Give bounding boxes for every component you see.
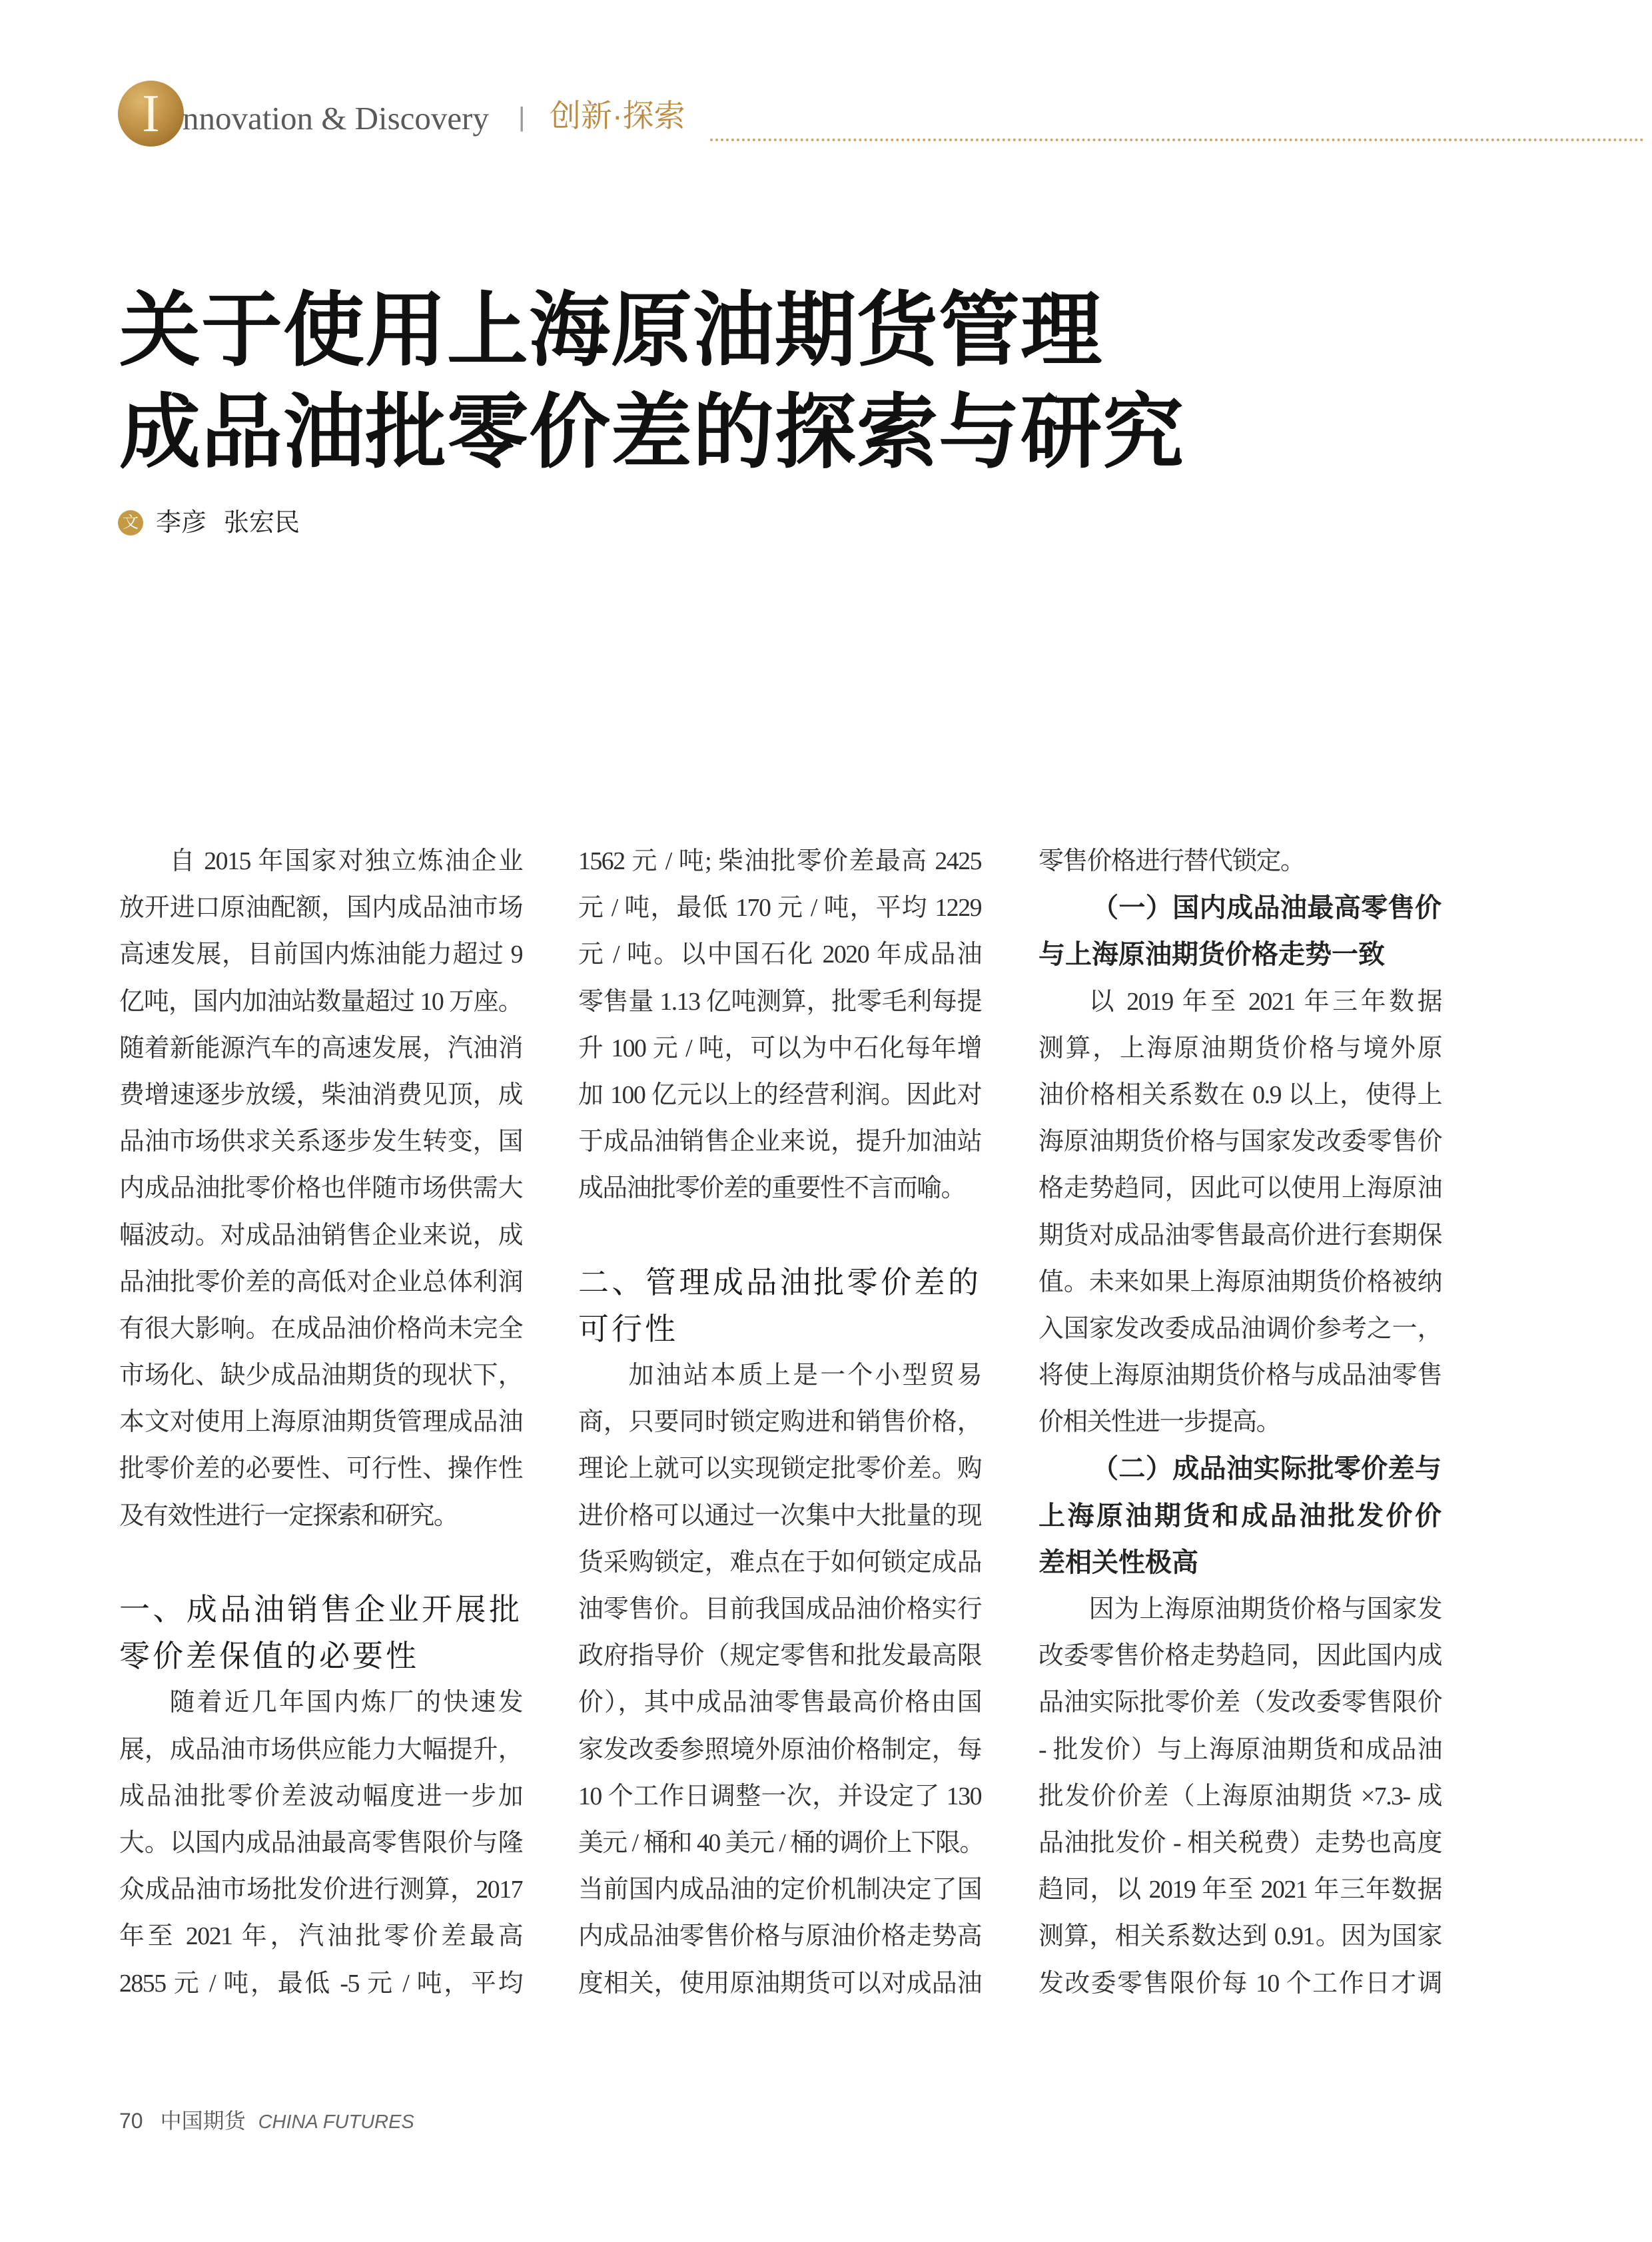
- section-heading: [119, 1586, 522, 1679]
- body-text-line: 元 / 吨。以中国石化 2020 年成品油: [578, 940, 981, 969]
- subheading-line: （一）国内成品油最高零售价: [1092, 893, 1442, 923]
- body-text-line: 成品油批零价差的重要性不言而喻。: [578, 1174, 965, 1203]
- body-text-line: 10 个工作日调整一次，并设定了 130: [578, 1782, 981, 1810]
- body-text-line: 价相关性进一步提高。: [1038, 1408, 1280, 1437]
- body-text-line: 大。以国内成品油最高零售限价与隆: [119, 1828, 522, 1857]
- body-text-line: 测算，相关系数达到 0.91。因为国家: [1038, 1922, 1442, 1951]
- section-label-en: nnovation & Discovery: [183, 100, 489, 137]
- body-text-line: 趋同，以 2019 年至 2021 年三年数据: [1038, 1876, 1442, 1904]
- body-text-line: 值。未来如果上海原油期货价格被纳: [1038, 1268, 1442, 1296]
- body-text-line: 进价格可以通过一次集中大批量的现: [578, 1501, 981, 1530]
- subheading-line: （二）成品油实际批零价差与: [1092, 1453, 1442, 1484]
- header-dotted-rule: [710, 139, 1644, 141]
- body-text-line: 本文对使用上海原油期货管理成品油: [119, 1408, 522, 1437]
- page-footer: [119, 2107, 414, 2135]
- body-text-line: 批发价价差（上海原油期货 ×7.3- 成: [1038, 1782, 1442, 1810]
- body-text-line: 市场化、缺少成品油期货的现状下，: [119, 1361, 522, 1390]
- body-text-line: 货采购锁定，难点在于如何锁定成品: [578, 1548, 981, 1577]
- heading-spacer: [119, 1539, 522, 1586]
- article-title: [119, 280, 1184, 484]
- body-text-line: 格走势趋同，因此可以使用上海原油: [1038, 1174, 1442, 1203]
- body-text-line: 当前国内成品油的定价机制决定了国: [578, 1876, 981, 1904]
- body-text-line: 度相关，使用原油期货可以对成品油: [578, 1969, 981, 1998]
- section-heading-line: 零价差保值的必要性: [119, 1639, 419, 1674]
- body-text-line: 零售量 1.13 亿吨测算，批零毛利每提: [578, 987, 981, 1016]
- body-text-line: 1562 元 / 吨; 柴油批零价差最高 2425: [578, 847, 981, 875]
- body-text-line: 政府指导价（规定零售和批发最高限: [578, 1642, 981, 1671]
- body-text-line: 随着新能源汽车的高速发展，汽油消: [119, 1034, 522, 1062]
- body-text-line: 美元 / 桶和 40 美元 / 桶的调价上下限。: [578, 1828, 984, 1857]
- body-text-line: 品油批零价差的高低对企业总体利润: [119, 1268, 522, 1296]
- body-text-line: 入国家发改委成品油调价参考之一，: [1038, 1314, 1442, 1343]
- paragraph: [578, 1352, 984, 2007]
- subheading-line: 上海原油期货和成品油批发价价: [1038, 1500, 1442, 1531]
- body-text-line: 幅波动。对成品油销售企业来说，成: [119, 1221, 522, 1250]
- body-text-line: 因为上海原油期货价格与国家发: [1088, 1595, 1442, 1623]
- body-text-line: 自 2015 年国家对独立炼油企业: [169, 847, 522, 875]
- section-heading-line: 二、管理成品油批零价差的: [578, 1264, 981, 1300]
- body-text-line: 展，成品油市场供应能力大幅提升，: [119, 1735, 522, 1764]
- body-text-line: 以 2019 年至 2021 年三年数据: [1088, 987, 1442, 1016]
- article-title-line: 关于使用上海原油期货管理: [119, 285, 1102, 376]
- body-text-line: 亿吨，国内加油站数量超过 10 万座。: [119, 987, 522, 1016]
- author-name: 李彦: [156, 509, 207, 537]
- section-initial-badge: [118, 81, 184, 147]
- body-text-line: 于成品油销售企业来说，提升加油站: [578, 1128, 981, 1156]
- body-text-line: 品油市场供求关系逐步发生转变，国: [119, 1128, 522, 1156]
- body-text-line: 油零售价。目前我国成品油价格实行: [578, 1595, 981, 1623]
- body-text-line: 内成品油批零价格也伴随市场供需大: [119, 1174, 522, 1203]
- body-column-3: [1038, 838, 1442, 2007]
- subheading: [1038, 1445, 1442, 1586]
- magazine-name-cn: 中国期货: [160, 2109, 246, 2133]
- paragraph: [1038, 1586, 1442, 2007]
- body-text-line: 加油站本质上是一个小型贸易: [628, 1361, 981, 1390]
- subheading-line: 与上海原油期货价格走势一致: [1038, 939, 1385, 970]
- body-text-line: 发改委零售限价每 10 个工作日才调: [1038, 1969, 1442, 1998]
- body-text-line: 改委零售价格走势趋同，因此国内成: [1038, 1642, 1442, 1671]
- body-text-line: 放开进口原油配额，国内成品油市场: [119, 894, 522, 923]
- body-text-line: 2855 元 / 吨，最低 -5 元 / 吨，平均: [119, 1969, 522, 1998]
- body-text-line: 测算，上海原油期货价格与境外原: [1038, 1034, 1442, 1062]
- body-text-line: 高速发展，目前国内炼油能力超过 9: [119, 940, 522, 969]
- body-text-line: 及有效性进行一定探索和研究。: [119, 1501, 458, 1530]
- body-text-line: 内成品油零售价格与原油价格走势高: [578, 1922, 981, 1951]
- body-text-line: 费增速逐步放缓，柴油消费见顶，成: [119, 1080, 522, 1109]
- body-text-line: 品油批发价 - 相关税费）走势也高度: [1038, 1828, 1442, 1857]
- subheading-line: 差相关性极高: [1038, 1547, 1198, 1577]
- body-text-line: 理论上就可以实现锁定批零价差。购: [578, 1455, 981, 1483]
- magazine-name-en: CHINA FUTURES: [258, 2111, 414, 2133]
- section-initial-letter: I: [142, 84, 160, 143]
- body-text-line: 期货对成品油零售最高价进行套期保: [1038, 1221, 1442, 1250]
- paragraph: [578, 838, 981, 1212]
- section-divider: |: [518, 103, 526, 132]
- body-text-line: 商，只要同时锁定购进和销售价格，: [578, 1408, 981, 1437]
- body-text-line: 批零价差的必要性、可行性、操作性: [119, 1455, 522, 1483]
- body-column-1: [119, 838, 522, 2007]
- body-text-line: 海原油期货价格与国家发改委零售价: [1038, 1128, 1442, 1156]
- body-text-line: 随着近几年国内炼厂的快速发: [169, 1688, 522, 1717]
- body-text-line: 价），其中成品油零售最高价格由国: [578, 1688, 981, 1717]
- body-text-line: 加 100 亿元以上的经营利润。因此对: [578, 1080, 981, 1109]
- body-text-line: 成品油批零价差波动幅度进一步加: [119, 1782, 522, 1810]
- paragraph: [119, 838, 522, 1539]
- body-text-line: 升 100 元 / 吨，可以为中石化每年增: [578, 1034, 981, 1062]
- body-text-line: 家发改委参照境外原油价格制定，每: [578, 1735, 981, 1764]
- body-text-line: 品油实际批零价差（发改委零售限价: [1038, 1688, 1442, 1717]
- section-heading: [578, 1259, 981, 1352]
- section-label-cn: 创新·探索: [550, 98, 685, 133]
- section-heading-line: 可行性: [578, 1311, 678, 1346]
- article-title-line: 成品油批零价差的探索与研究: [119, 387, 1184, 478]
- section-heading-line: 一、成品油销售企业开展批: [119, 1592, 522, 1627]
- author-name: 张宏民: [224, 509, 300, 537]
- paragraph: [1038, 978, 1442, 1446]
- body-column-2: [578, 838, 984, 2007]
- paragraph: [1038, 838, 1442, 885]
- byline: [156, 508, 300, 538]
- heading-spacer: [578, 1212, 981, 1259]
- body-text-line: 油价格相关系数在 0.9 以上，使得上: [1038, 1080, 1442, 1109]
- body-text-line: 元 / 吨，最低 170 元 / 吨，平均 1229: [578, 894, 981, 923]
- page-number: 70: [119, 2109, 143, 2133]
- paragraph: [119, 1679, 522, 2006]
- body-text-line: 将使上海原油期货价格与成品油零售: [1038, 1361, 1442, 1390]
- subheading: [1038, 885, 1442, 978]
- body-text-line: 年至 2021 年，汽油批零价差最高: [119, 1922, 522, 1951]
- body-text-line: 有很大影响。在成品油价格尚未完全: [119, 1314, 522, 1343]
- body-text-line: - 批发价）与上海原油期货和成品油: [1038, 1735, 1442, 1764]
- author-wen-icon: 文: [118, 510, 143, 536]
- body-text-line: 众成品油市场批发价进行测算，2017: [119, 1876, 522, 1904]
- body-text-line: 零售价格进行替代锁定。: [1038, 847, 1305, 875]
